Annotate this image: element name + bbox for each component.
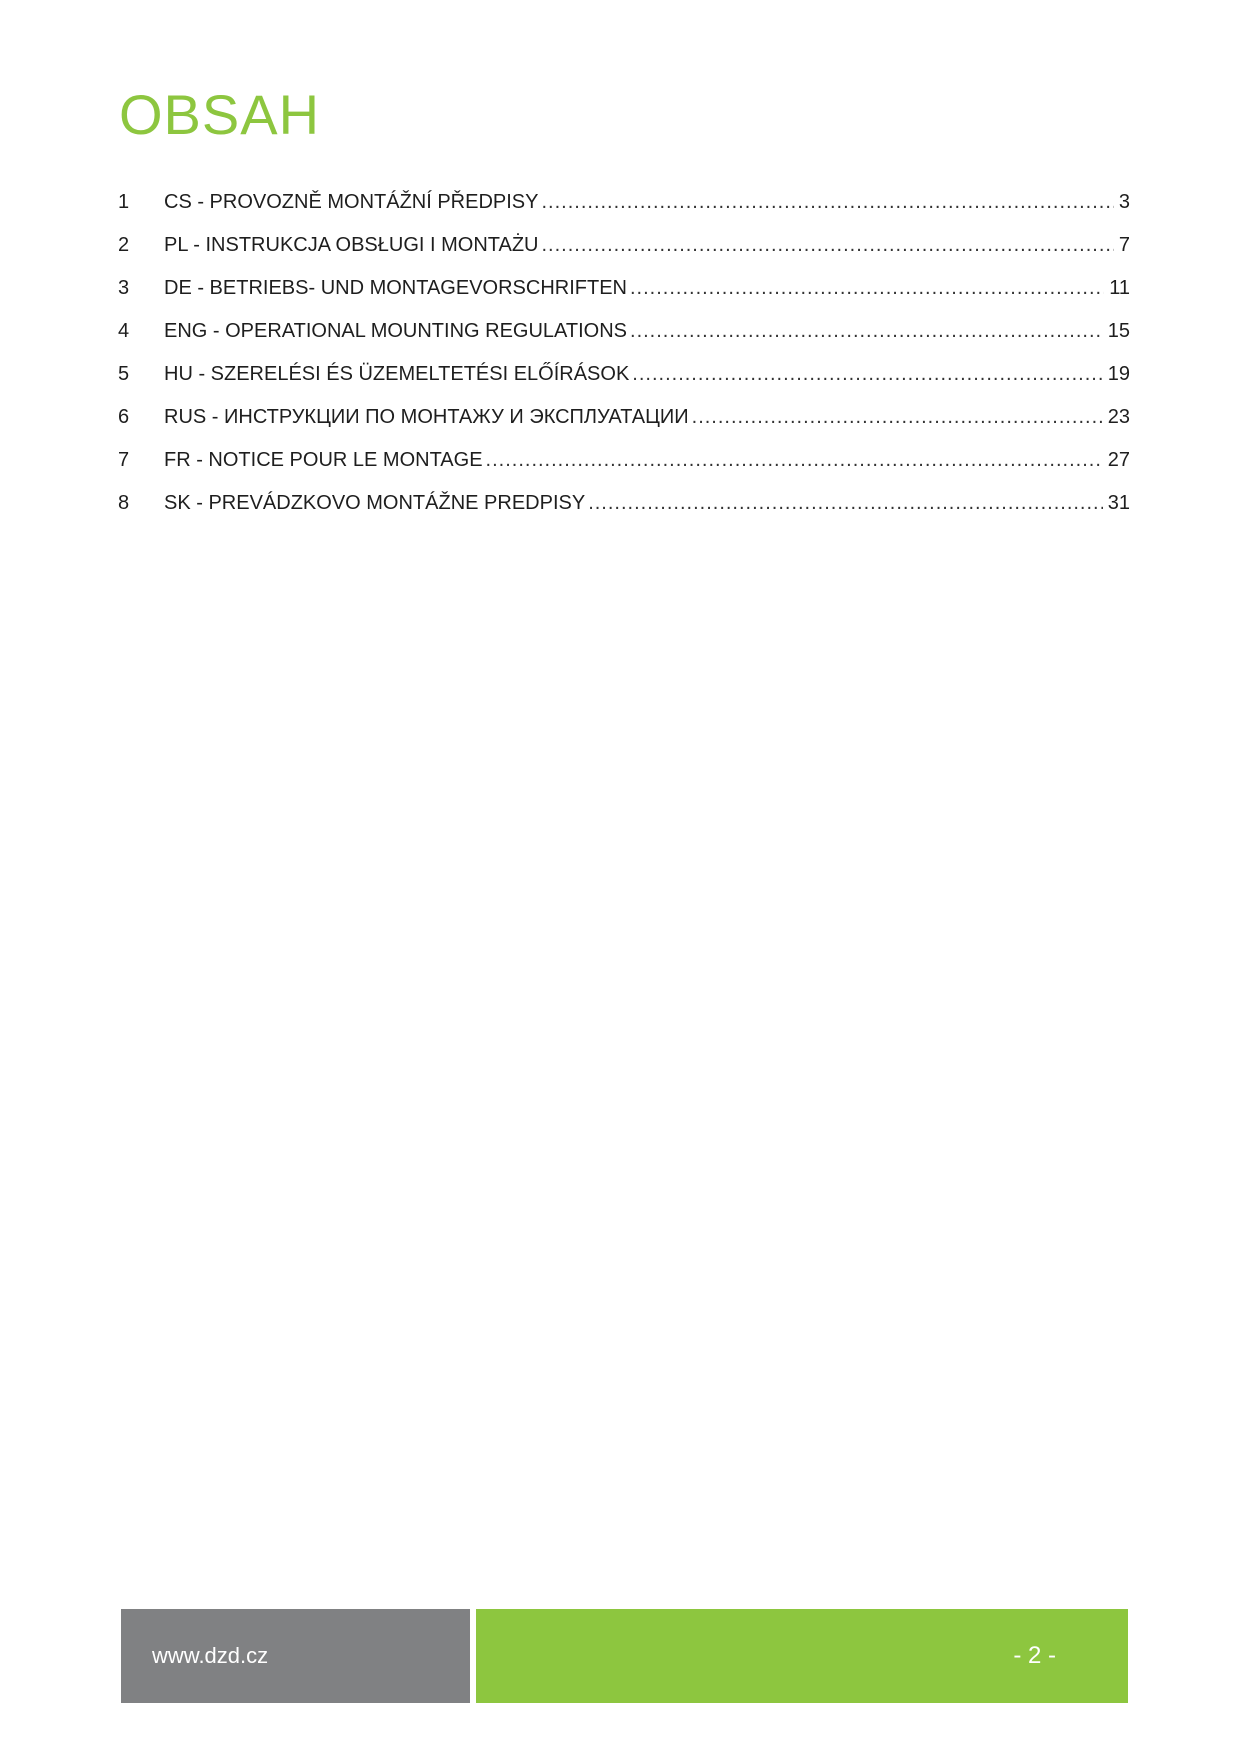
page-title: OBSAH: [119, 83, 321, 146]
toc-entry-title: PL - INSTRUKCJA OBSŁUGI I MONTAŻU: [164, 234, 539, 256]
toc-entry-page: 27: [1107, 449, 1130, 471]
toc-entry[interactable]: [118, 230, 1130, 273]
toc-entry-page: 23: [1107, 406, 1130, 428]
toc-entry-page: 3: [1118, 191, 1130, 213]
toc-entry-page: 19: [1107, 363, 1130, 385]
toc-entry-number: 8: [118, 492, 130, 514]
toc-dot-leader: [541, 187, 1113, 217]
toc-dot-leader: [542, 230, 1114, 260]
table-of-contents: [118, 187, 1130, 531]
toc-entry-number: 6: [118, 406, 130, 428]
toc-entry-page: 11: [1109, 277, 1130, 299]
toc-dot-leader: [630, 273, 1104, 303]
page-footer: [121, 1609, 1128, 1703]
toc-dot-leader: [588, 488, 1103, 518]
toc-dot-leader: [486, 445, 1103, 475]
footer-url-panel: [121, 1609, 470, 1703]
page-number: - 2 -: [1013, 1642, 1056, 1669]
toc-entry[interactable]: [118, 273, 1130, 316]
toc-entry[interactable]: [118, 359, 1130, 402]
toc-entry-page: 15: [1107, 320, 1130, 342]
toc-entry-number: 4: [118, 320, 130, 342]
toc-entry-title: HU - SZERELÉSI ÉS ÜZEMELTETÉSI ELŐÍRÁSOK: [164, 363, 630, 385]
toc-entry-page: 31: [1107, 492, 1130, 514]
toc-entry-title: FR - NOTICE POUR LE MONTAGE: [164, 449, 483, 471]
toc-entry-title: RUS - ИНСТРУКЦИИ ПО МОНТАЖУ И ЭКСПЛУАТАЦИИ: [164, 406, 689, 428]
footer-url[interactable]: www.dzd.cz: [152, 1643, 269, 1668]
toc-entry-number: 5: [118, 363, 130, 385]
toc-entry-title: ENG - OPERATIONAL MOUNTING REGULATIONS: [164, 320, 628, 342]
toc-dot-leader: [632, 359, 1102, 389]
toc-entry-number: 2: [118, 234, 130, 256]
toc-entry-title: DE - BETRIEBS- UND MONTAGEVORSCHRIFTEN: [164, 277, 627, 299]
toc-entry[interactable]: [118, 316, 1130, 359]
toc-entry-number: 3: [118, 277, 130, 299]
footer-page-panel: [476, 1609, 1128, 1703]
toc-entry[interactable]: [118, 445, 1130, 488]
toc-entry[interactable]: [118, 187, 1130, 230]
toc-entry[interactable]: [118, 488, 1130, 531]
toc-entry[interactable]: [118, 402, 1130, 445]
toc-dot-leader: [692, 402, 1103, 432]
toc-entry-page: 7: [1118, 234, 1130, 256]
toc-entry-title: CS - PROVOZNĚ MONTÁŽNÍ PŘEDPISY: [164, 191, 539, 213]
toc-entry-number: 7: [118, 449, 130, 471]
toc-entry-number: 1: [118, 191, 130, 213]
toc-dot-leader: [630, 316, 1103, 346]
toc-entry-title: SK - PREVÁDZKOVO MONTÁŽNE PREDPISY: [164, 492, 586, 514]
